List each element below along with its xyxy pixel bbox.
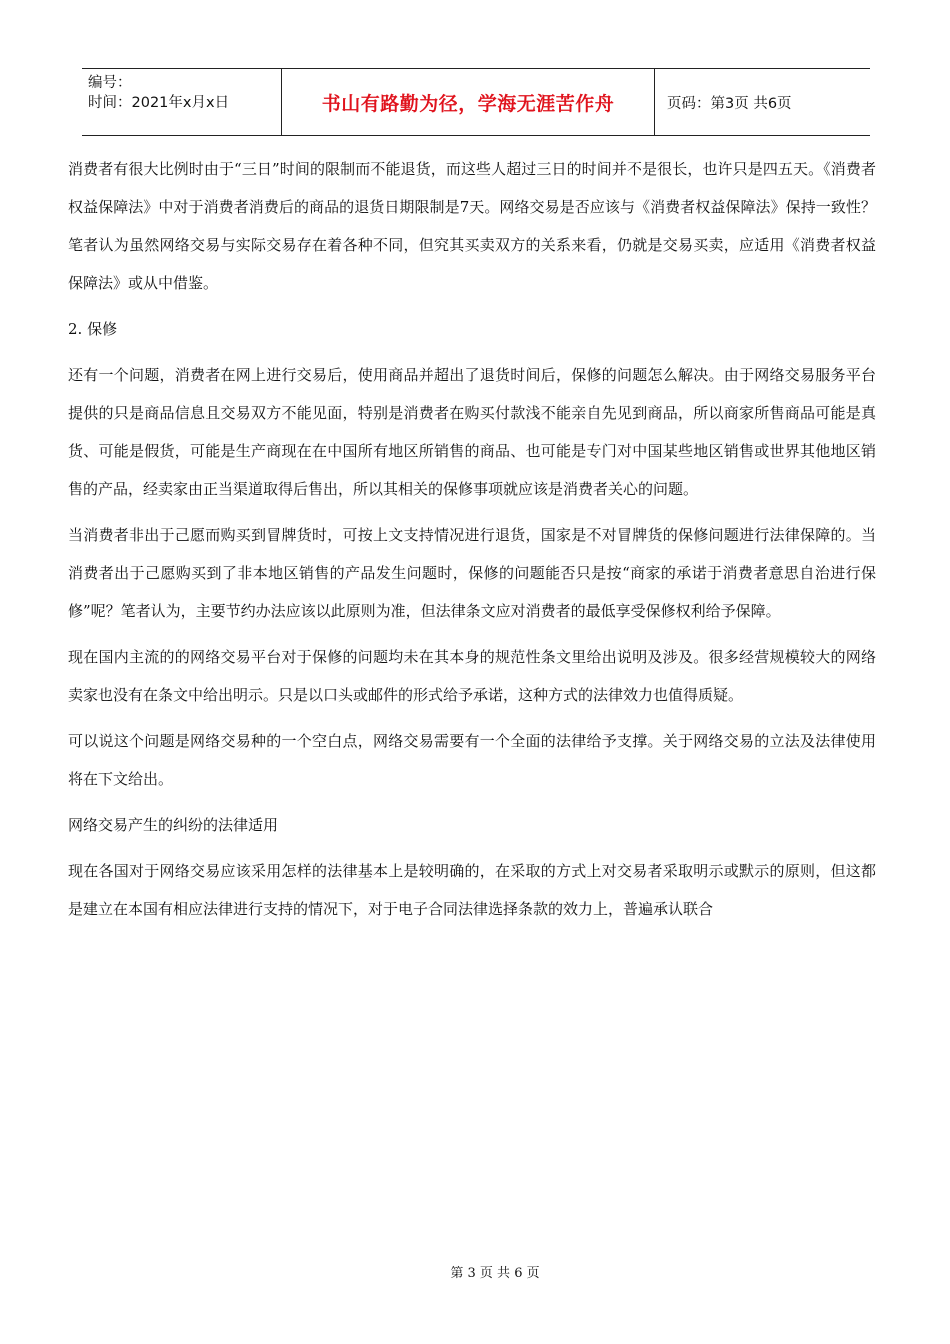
header-motto: 书山有路勤为径，学海无涯苦作舟 [282, 69, 655, 135]
section-heading-warranty: 2. 保修 [68, 320, 118, 338]
document-number-label: 编号： [88, 75, 132, 91]
page-footer: 第 3 页 共 6 页 [450, 1266, 540, 1281]
header-page-info: 页码：第3页 共6页 [667, 95, 792, 112]
paragraph: 可以说这个问题是网络交易种的一个空白点，网络交易需要有一个全面的法律给予支撑。关于网络交易的立法及法律使用将在下文给出。 [68, 732, 876, 788]
section-heading-law: 网络交易产生的纠纷的法律适用 [68, 816, 279, 834]
paragraph: 现在国内主流的的网络交易平台对于保修的问题均未在其本身的规范性条文里给出说明及涉及。很多经营规模较大的网络卖家也没有在条文中给出明示。只是以口头或邮件的形式给予承诺，这种方式的法律效力也值得质疑。 [68, 648, 876, 704]
paragraph: 当消费者非出于己愿而购买到冒牌货时，可按上文支持情况进行退货，国家是不对冒牌货的保修问题进行法律保障的。当消费者出于己愿购买到了非本地区销售的产品发生问题时，保修的问题能否只是按“商家的承诺于消费者意思自治进行保修”呢？笔者认为，主要节约办法应该以此原则为准，但法律条文应对消费者的最低享受保修权利给予保障。 [68, 526, 876, 620]
document-body [68, 150, 876, 936]
document-date: 时间：2021年x月x日 [88, 95, 230, 111]
header-meta [82, 69, 282, 135]
page-header [82, 68, 870, 136]
paragraph: 还有一个问题，消费者在网上进行交易后，使用商品并超出了退货时间后，保修的问题怎么解决。由于网络交易服务平台提供的只是商品信息且交易双方不能见面，特别是消费者在购买付款浅不能亲自先见到商品，所以商家所售商品可能是真货、可能是假货，可能是生产商现在在中国所有地区所销售的商品、也可能是专门对中国某些地区销售或世界其他地区销售的产品，经卖家由正当渠道取得后售出，所以其相关的保修事项就应该是消费者关心的问题。 [68, 366, 876, 498]
paragraph: 消费者有很大比例时由于“三日”时间的限制而不能退货，而这些人超过三日的时间并不是很长，也许只是四五天。《消费者权益保障法》中对于消费者消费后的商品的退货日期限制是7天。网络交易是否应该与《消费者权益保障法》保持一致性？笔者认为虽然网络交易与实际交易存在着各种不同，但究其买卖双方的关系来看，仍就是交易买卖，应适用《消费者权益保障法》或从中借鉴。 [68, 160, 876, 292]
paragraph: 现在各国对于网络交易应该采用怎样的法律基本上是较明确的，在采取的方式上对交易者采取明示或默示的原则，但这都是建立在本国有相应法律进行支持的情况下，对于电子合同法律选择条款的效力上，普遍承认联合 [68, 862, 876, 918]
